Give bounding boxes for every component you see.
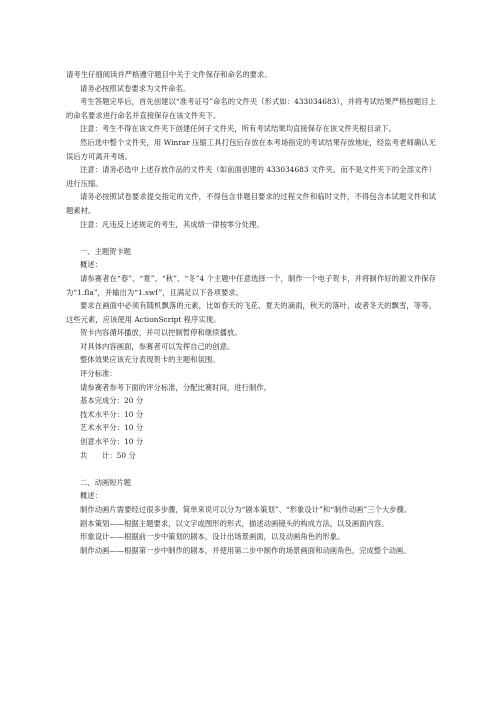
section1-paragraph: 对具体内容画面，参赛者可以发挥自己的创意。: [80, 341, 235, 351]
intro-line: 请考生仔细阅读并严格遵守题目中关于文件保存和命名的要求。: [66, 70, 272, 79]
intro-line: 请务必按照试卷要求提交指定的文件，不得包含非题目要求的过程文件和临时文件，不得包含本试题文件和试题素材。: [66, 192, 436, 215]
section2-paragraph: 制作动画片需要经过很多步骤，简单来说可以分为“剧本策划”、“形象设计”和“制作动画”三个大步骤。: [80, 505, 412, 514]
intro-line: 请务必按照试卷要求为文件命名。: [80, 83, 191, 93]
section2-paragraph: 制作动画——根据第一步中制作的剧本，并使用第二步中制作的场景画面和动画角色，完成整个动画。: [80, 545, 411, 555]
document-body: [66, 68, 436, 557]
intro-line: 注意：考生不得在该文件夹下创建任何子文件夹，所有考试结果均直接保存在该文件夹根目录下。: [80, 124, 396, 134]
section2-overview-label: 概述：: [80, 491, 103, 501]
section2-heading: 二、动画短片题: [80, 477, 132, 487]
intro-line: 注意：凡违反上述规定的考生，其成绩一律按零分处理。: [80, 219, 264, 229]
section1-paragraph: 请参赛者在“春”、“夏”、“秋”、“冬”4 个主题中任意选择一个，制作一个电子贺卡，并将制作好的源文件保存为“1.fla”，并输出为“1.swf”，且满足以下各项要求。: [66, 273, 436, 297]
section2-paragraph: 形象设计——根据前一步中策划的剧本，设计出场景画面，以及动画角色的形象。: [80, 532, 345, 542]
section2-paragraph: 剧本策划——根据主题要求，以文字或图形的形式，描述动画镜头的构成方法，以及画面内容。: [80, 518, 389, 528]
criteria-intro: 请参赛者参考下面的评分标准，分配比赛时间，进行制作。: [80, 382, 272, 392]
blank-line: [66, 231, 436, 245]
intro-line: 考生答题完毕后，首先创建以“准考证号”命名的文件夹（形式如：433034683），并将考试结果严格按题目上的命名要求进行命名并直接保存在该文件夹下。: [66, 97, 436, 120]
intro-line: 注意：请务必选中上述存放作品的文件夹（如前面创建的 433034683 文件夹，而不是文件夹下的全部文件）进行压缩。: [66, 165, 436, 188]
intro-line: 然后选中整个文件夹，用 Winrar 压缩工具打包后存放在本考场指定的考试结果存放地址，经监考老师确认无误后方可离开考场。: [66, 137, 436, 161]
section1-overview-label: 概述：: [80, 260, 103, 270]
section1-paragraph: 要求在画面中必须有随机飘落的元素，比如春天的飞花、夏天的滴雨，秋天的落叶，或者冬天的飘雪，等等。这些元素，应该使用 ActionScript 程序实现。: [66, 301, 436, 324]
score-line: 创意水平分：10 分: [80, 437, 144, 447]
score-line: 技术水平分：10 分: [80, 409, 144, 419]
blank-line: [66, 462, 436, 476]
score-line: 艺术水平分：10 分: [80, 423, 144, 433]
section1-paragraph: 整体效果应该充分表现贺卡的主题和氛围。: [80, 355, 220, 365]
score-total: 共 计：50 分: [80, 450, 136, 460]
score-line: 基本完成分：20 分: [80, 396, 144, 406]
section1-heading: 一、主题贺卡题: [80, 246, 132, 256]
criteria-label: 评分标准：: [80, 369, 117, 379]
section1-paragraph: 贺卡内容循环播放，并可以控制暂停和继续播放。: [80, 328, 242, 338]
